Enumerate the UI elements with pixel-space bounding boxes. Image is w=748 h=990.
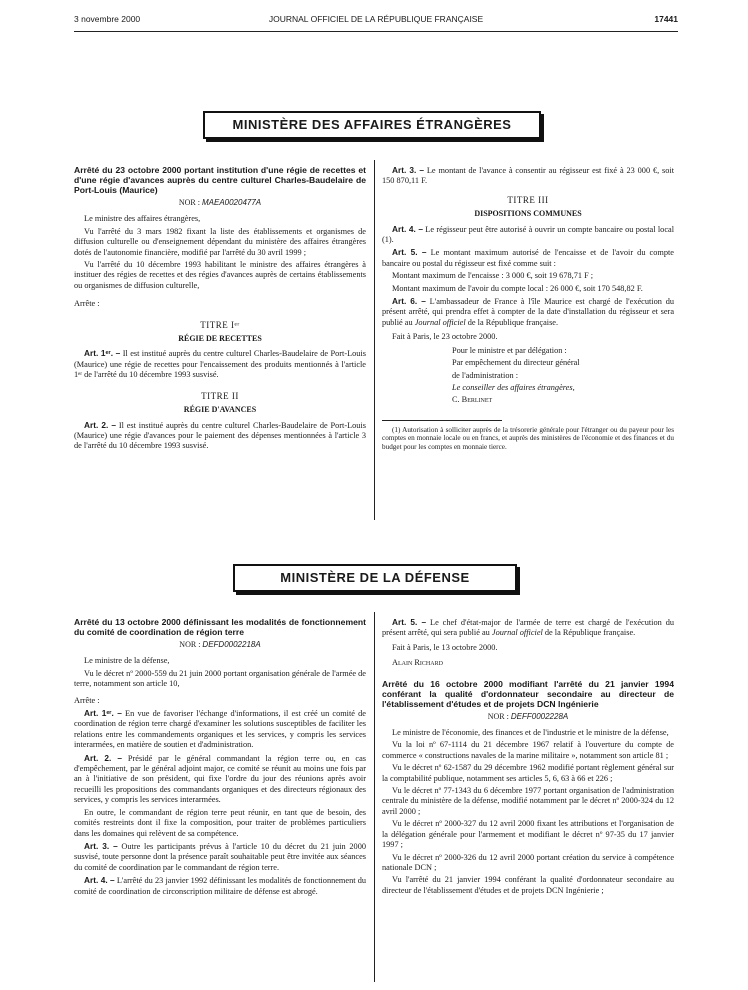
doc1-right-column — [382, 165, 674, 454]
doc3-para: Vu le décret nº 2000-327 du 12 avril 2000 fixant les attributions et l'organisation de la délégation générale pour l'armement et modifiant le décret nº 97-35 du 17 janvier 1997 ; — [382, 819, 674, 850]
doc2-para: Vu le décret nº 2000-559 du 21 juin 2000 portant organisation générale de l'armée de terre, notamment son article 10, — [74, 668, 366, 689]
doc2-article-1: Art. 1ᵉʳ. – En vue de favoriser l'échange d'informations, il est créé un comité de coordination de région terre chargé d'examiner les solutions susceptibles de faciliter les relations entre les commandements organiques et les services, y compris les services interarmées, en matière de soutien et d'administration. — [74, 708, 366, 750]
doc1-article-5-a: Montant maximum de l'encaisse : 3 000 €, soit 19 678,71 F ; — [392, 271, 594, 281]
doc3-para: Vu le décret nº 62-1587 du 29 décembre 1962 modifié portant règlement général sur la comptabilité publique, notamment ses articles 5, 6, 63 à 66 et 226 ; — [382, 763, 674, 783]
doc1-nor: NOR : MAEA0020477A — [178, 198, 262, 207]
ministry-heading-defense: MINISTÈRE DE LA DÉFENSE — [233, 564, 517, 592]
doc1-para: Vu l'arrêté du 10 décembre 1993 habilitant le ministre des affaires étrangères à instituer des régies de recettes et des régies d'avances auprès de certains établissements ou organismes de diffusion culturelle, — [74, 260, 366, 290]
doc2-fait: Fait à Paris, le 13 octobre 2000. — [392, 642, 498, 652]
doc2-article-2: Art. 2. – Présidé par le général commandant la région terre ou, en cas d'empêchement, par le général adjoint major, ce comité se réunit au moins une fois par an à l'initiative de son président, qui fixe l'ordre du jour des réunions après avoir recueilli les propositions des commandants organiques et des directeurs régionaux des services, y compris les services interarmées. — [74, 752, 366, 805]
doc1-article-4: Art. 4. – Le régisseur peut être autorisé à ouvrir un compte bancaire ou postal local (1). — [382, 223, 674, 245]
doc3-title: Arrêté du 16 octobre 2000 modifiant l'arrêté du 21 janvier 1994 conférant la qualité d'ordonnateur secondaire au directeur de l'établissement d'études et de projets DCN Ingénierie — [382, 678, 674, 709]
doc1-article-3: Art. 3. – Le montant de l'avance à consentir au régisseur est fixé à 23 000 €, soit 150 870,11 F. — [382, 165, 674, 186]
doc2-para: Le ministre de la défense, — [84, 656, 170, 666]
header-date: 3 novembre 2000 — [74, 14, 141, 24]
doc3-para: Vu le décret nº 2000-326 du 12 avril 2000 portant création du service à compétence nationale DCN ; — [382, 852, 674, 872]
running-header — [74, 14, 678, 28]
doc2-title: Arrêté du 13 octobre 2000 définissant les modalités de fonctionnement du comité de coordination de région terre — [74, 617, 366, 637]
column-divider — [374, 612, 375, 982]
doc1-titre-3-sub: DISPOSITIONS COMMUNES — [474, 209, 582, 219]
doc1-para: Vu l'arrêté du 3 mars 1982 fixant la liste des établissements et organismes de diffusion culturelle ou d'enseignement dépendant du ministère des affaires étrangères dotés de l'autonomie financière, modifié par l'arrêté du 30 avril 1999 ; — [74, 226, 366, 257]
doc3-para: Vu l'arrêté du 21 janvier 1994 conférant la qualité d'ordonnateur secondaire au directeur de l'établissement d'études et de projets DCN Ingénierie ; — [382, 875, 674, 895]
doc1-titre-1-sub: RÉGIE DE RECETTES — [178, 334, 262, 344]
doc2-article-3: Art. 3. – Outre les participants prévus à l'article 10 du décret du 21 juin 2000 susvisé, toute personne dont la présence paraît souhaitable peut être invitée aux séances du comité de coordination par le commandant de région terre. — [74, 840, 367, 872]
column-divider — [374, 160, 375, 520]
doc1-titre-2-sub: RÉGIE D'AVANCES — [183, 405, 257, 415]
doc3-para: Vu le décret nº 77-1343 du 6 décembre 1977 portant organisation de l'administration centrale du ministère de la défense, modifié notamment par le décret nº 2000-324 du 12 avril 2000 ; — [382, 786, 674, 816]
doc1-titre-1: TITRE Iᵉʳ — [200, 319, 240, 330]
doc1-titre-3: TITRE III — [507, 194, 549, 205]
doc2-article-2b: En outre, le commandant de région terre peut réunir, en tant que de besoin, des comités restreints dont il fixe la composition, pour traiter de problèmes particuliers dans les domaines qui relèvent de sa compétence. — [74, 807, 366, 838]
doc2-left-column — [74, 617, 366, 899]
doc3-para: Le ministre de l'économie, des finances et de l'industrie et le ministre de la défense, — [392, 728, 669, 738]
doc1-article-6: Art. 6. – L'ambassadeur de France à l'île Maurice est chargé de l'exécution du présent arrêté, qui prendra effet à compter de la date d'installation du régisseur et sera publié au Journal officiel de la République française. — [382, 296, 674, 327]
doc3-para: Vu la loi nº 67-1114 du 21 décembre 1967 relatif à l'ouverture du compte de commerce « constructions navales de la marine militaire », notamment son article 81 ; — [382, 740, 674, 760]
doc2-right-column — [382, 617, 674, 898]
doc2-article-4: Art. 4. – L'arrêté du 23 janvier 1992 définissant les modalités de fonctionnement du comité de coordination de circonscription militaire de défense est abrogé. — [74, 875, 367, 896]
doc1-titre-2: TITRE II — [201, 390, 239, 401]
doc2-signature: Alain Richard — [392, 658, 443, 668]
doc1-article-5: Art. 5. – Le montant maximum autorisé de l'encaisse et de l'avoir du compte bancaire ou postal du régisseur est fixé comme suit : — [382, 247, 674, 268]
footnote-rule — [382, 420, 502, 421]
doc1-fait: Fait à Paris, le 23 octobre 2000. — [392, 332, 498, 342]
doc1-signature: Pour le ministre et par délégation : Par empêchement du directeur général de l'administration : Le conseiller des affaires étrangères, C. Berlinet — [452, 345, 580, 405]
ministry-heading-affaires: MINISTÈRE DES AFFAIRES ÉTRANGÈRES — [203, 111, 541, 139]
doc1-article-5-b: Montant maximum de l'avoir du compte local : 26 000 €, soit 170 548,82 F. — [392, 283, 643, 293]
doc2-nor: NOR : DEFD0002218A — [179, 640, 261, 649]
doc3-nor: NOR : DEFF0002228A — [487, 711, 569, 721]
doc1-para: Le ministre des affaires étrangères, — [84, 214, 201, 224]
header-journal: JOURNAL OFFICIEL DE LA RÉPUBLIQUE FRANÇAISE — [268, 14, 484, 24]
doc1-article-2: Art. 2. – Il est institué auprès du centre culturel Charles-Baudelaire de Port-Louis (Maurice) une régie d'avances pour le paiement des dépenses mentionnées à l'article 3 de l'arrêté du 10 décembre 1993 susvisé. — [74, 419, 366, 451]
doc1-title: Arrêté du 23 octobre 2000 portant institution d'une régie de recettes et d'une régie d'avances auprès du centre culturel Charles-Baudelaire de Port-Louis (Maurice) — [74, 165, 366, 195]
doc1-article-1: Art. 1ᵉʳ. – Il est institué auprès du centre culturel Charles-Baudelaire de Port-Louis (Maurice) une régie de recettes pour l'encaissement des produits mentionnés à l'article 1ᵉʳ de l'arrêté du 10 décembre 1993 susvisé. — [74, 348, 366, 380]
header-page-number: 17441 — [654, 14, 678, 24]
doc2-article-5: Art. 5. – Le chef d'état-major de l'armée de terre est chargé de l'exécution du présent arrêté, qui sera publié au Journal officiel de la République française. — [382, 617, 674, 638]
header-rule — [74, 31, 678, 32]
doc1-left-column — [74, 165, 366, 454]
doc2-arrete: Arrête : — [74, 695, 100, 705]
doc1-arrete: Arrête : — [74, 299, 100, 309]
doc1-footnote: (1) Autorisation à solliciter auprès de la trésorerie générale pour l'étranger ou du payeur pour les comptes en monnaie locale ou en francs, et auprès des ministères de l'économie et des finances et du budget pour les comptes en monnaie tierce. — [382, 425, 674, 451]
